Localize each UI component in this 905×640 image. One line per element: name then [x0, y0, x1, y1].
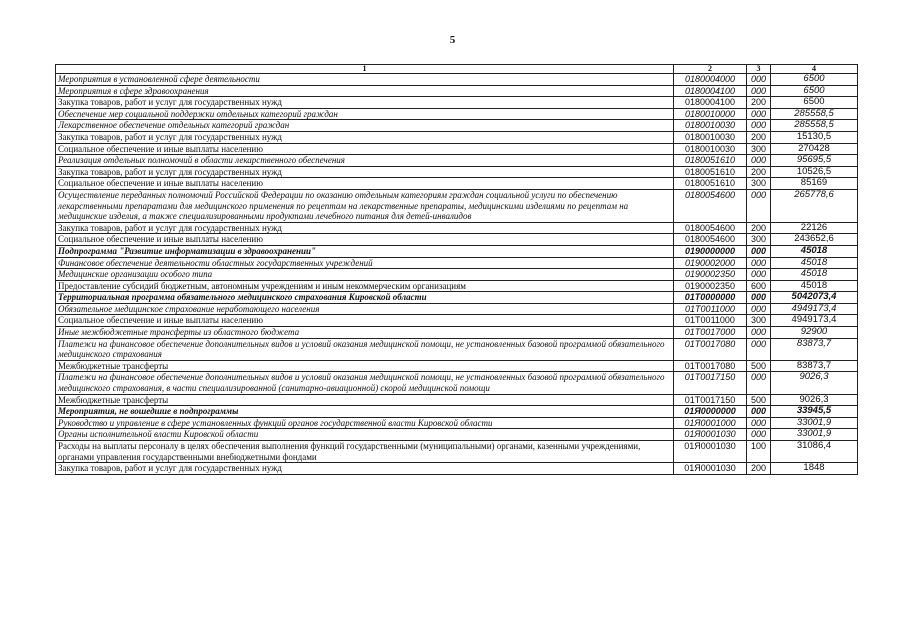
cell-sum: 243652,6 — [771, 234, 858, 246]
cell-name: Социальное обеспечение и иные выплаты населению — [56, 234, 674, 246]
table-row — [56, 327, 858, 339]
cell-sum: 4949173,4 — [771, 315, 858, 327]
table-row — [56, 280, 858, 292]
cell-name: Закупка товаров, работ и услуг для государственных нужд — [56, 131, 674, 143]
cell-code: 01Т0017080 — [674, 338, 747, 360]
cell-sum: 265778,6 — [771, 189, 858, 222]
cell-code: 0180010030 — [674, 143, 747, 155]
header-name: 1 — [56, 65, 674, 74]
cell-type: 000 — [747, 372, 771, 394]
cell-type: 000 — [747, 108, 771, 120]
cell-name: Финансовое обеспечение деятельности областных государственных учреждений — [56, 257, 674, 269]
cell-name: Обязательное медицинское страхование неработающего населения — [56, 303, 674, 315]
table-row — [56, 292, 858, 304]
cell-sum: 31086,4 — [771, 441, 858, 463]
cell-name: Органы исполнительной власти Кировской области — [56, 429, 674, 441]
table-row — [56, 429, 858, 441]
cell-code: 01Я0001030 — [674, 441, 747, 463]
cell-sum: 45018 — [771, 280, 858, 292]
cell-code: 01Т0017000 — [674, 327, 747, 339]
cell-code: 0180054600 — [674, 189, 747, 222]
table-row — [56, 97, 858, 109]
table-row — [56, 463, 858, 475]
cell-sum: 9026,3 — [771, 372, 858, 394]
cell-sum: 270428 — [771, 143, 858, 155]
cell-code: 0180010030 — [674, 120, 747, 132]
cell-type: 600 — [747, 280, 771, 292]
cell-type: 000 — [747, 292, 771, 304]
table-row — [56, 234, 858, 246]
cell-name: Обеспечение мер социальной поддержки отдельных категорий граждан — [56, 108, 674, 120]
cell-type: 200 — [747, 222, 771, 234]
header-type: 3 — [747, 65, 771, 74]
cell-type: 000 — [747, 303, 771, 315]
cell-sum: 85169 — [771, 178, 858, 190]
table-row — [56, 338, 858, 360]
cell-sum: 285558,5 — [771, 120, 858, 132]
cell-code: 0190002000 — [674, 257, 747, 269]
cell-name: Предоставление субсидий бюджетным, автономным учреждениям и иным некоммерческим организациям — [56, 280, 674, 292]
cell-code: 0190002350 — [674, 280, 747, 292]
cell-code: 0180051610 — [674, 155, 747, 167]
cell-type: 000 — [747, 155, 771, 167]
cell-name: Социальное обеспечение и иные выплаты населению — [56, 315, 674, 327]
cell-code: 01Т0017150 — [674, 372, 747, 394]
cell-code: 01Я0001030 — [674, 429, 747, 441]
table-row — [56, 120, 858, 132]
table-row — [56, 131, 858, 143]
cell-name: Иные межбюджетные трансферты из областного бюджета — [56, 327, 674, 339]
cell-type: 000 — [747, 189, 771, 222]
cell-code: 01Я0000000 — [674, 406, 747, 418]
cell-sum: 4949173,4 — [771, 303, 858, 315]
cell-sum: 5042073,4 — [771, 292, 858, 304]
cell-name: Реализация отдельных полномочий в области лекарственного обеспечения — [56, 155, 674, 167]
cell-sum: 95695,5 — [771, 155, 858, 167]
cell-sum: 6500 — [771, 74, 858, 86]
cell-name: Мероприятия в сфере здравоохранения — [56, 85, 674, 97]
cell-type: 200 — [747, 463, 771, 475]
cell-code: 01Я0001030 — [674, 463, 747, 475]
table-row — [56, 417, 858, 429]
cell-type: 000 — [747, 338, 771, 360]
cell-code: 0180004100 — [674, 97, 747, 109]
cell-code: 0180051610 — [674, 166, 747, 178]
cell-code: 0180010030 — [674, 131, 747, 143]
table-row — [56, 441, 858, 463]
cell-sum: 10526,5 — [771, 166, 858, 178]
cell-sum: 6500 — [771, 85, 858, 97]
cell-code: 0190002350 — [674, 269, 747, 281]
cell-code: 0180004000 — [674, 74, 747, 86]
table-row — [56, 372, 858, 394]
cell-name: Платежи на финансовое обеспечение дополнительных видов и условий оказания медицинской помощи, не установленных базовой программой обязательного медицинского страхования — [56, 338, 674, 360]
cell-type: 000 — [747, 74, 771, 86]
cell-code: 0180051610 — [674, 178, 747, 190]
cell-sum: 83873,7 — [771, 360, 858, 372]
cell-code: 0180010000 — [674, 108, 747, 120]
cell-name: Мероприятия, не вошедшие в подпрограммы — [56, 406, 674, 418]
table-row — [56, 360, 858, 372]
cell-type: 000 — [747, 269, 771, 281]
cell-code: 01Я0001000 — [674, 417, 747, 429]
cell-type: 000 — [747, 120, 771, 132]
cell-sum: 45018 — [771, 257, 858, 269]
cell-name: Социальное обеспечение и иные выплаты населению — [56, 143, 674, 155]
cell-name: Территориальная программа обязательного медицинского страхования Кировской области — [56, 292, 674, 304]
table-row — [56, 222, 858, 234]
cell-name: Медицинские организации особого типа — [56, 269, 674, 281]
cell-type: 100 — [747, 441, 771, 463]
cell-name: Социальное обеспечение и иные выплаты населению — [56, 178, 674, 190]
cell-name: Закупка товаров, работ и услуг для государственных нужд — [56, 463, 674, 475]
table-row — [56, 269, 858, 281]
cell-type: 000 — [747, 85, 771, 97]
cell-name: Закупка товаров, работ и услуг для государственных нужд — [56, 166, 674, 178]
cell-sum: 83873,7 — [771, 338, 858, 360]
cell-code: 01Т0000000 — [674, 292, 747, 304]
table-row — [56, 155, 858, 167]
cell-type: 000 — [747, 406, 771, 418]
cell-sum: 45018 — [771, 269, 858, 281]
table-row — [56, 257, 858, 269]
table-row — [56, 178, 858, 190]
cell-sum: 33001,9 — [771, 417, 858, 429]
cell-type: 000 — [747, 257, 771, 269]
table-header-row — [56, 65, 858, 74]
table-row — [56, 245, 858, 257]
cell-type: 000 — [747, 417, 771, 429]
cell-sum: 22126 — [771, 222, 858, 234]
budget-table — [55, 64, 858, 475]
cell-name: Межбюджетные трансферты — [56, 360, 674, 372]
table-body — [56, 74, 858, 475]
cell-sum: 6500 — [771, 97, 858, 109]
cell-name: Закупка товаров, работ и услуг для государственных нужд — [56, 222, 674, 234]
cell-name: Расходы на выплаты персоналу в целях обеспечения выполнения функций государственными (муниципальными) органами, казенными учреждениями, органами управления государственными внебюджетными фондами — [56, 441, 674, 463]
cell-sum: 9026,3 — [771, 394, 858, 406]
cell-type: 000 — [747, 245, 771, 257]
cell-sum: 15130,5 — [771, 131, 858, 143]
cell-name: Осуществление переданных полномочий Российской Федерации по оказанию отдельным категориям граждан социальной услуги по обеспечению лекарственными препаратами для медицинского применения по рецептам на лекарственные препараты, медицинскими изделиями по рецептам на медицинские изделия, а также специализированными продуктами лечебного питания для детей-инвалидов — [56, 189, 674, 222]
cell-name: Межбюджетные трансферты — [56, 394, 674, 406]
page-number: 5 — [449, 34, 456, 46]
cell-sum: 92900 — [771, 327, 858, 339]
table-row — [56, 166, 858, 178]
table-row — [56, 189, 858, 222]
cell-type: 300 — [747, 315, 771, 327]
cell-code: 01Т0017080 — [674, 360, 747, 372]
table-row — [56, 303, 858, 315]
cell-code: 0190000000 — [674, 245, 747, 257]
header-code: 2 — [674, 65, 747, 74]
cell-type: 500 — [747, 360, 771, 372]
table-row — [56, 394, 858, 406]
cell-code: 01Т0011000 — [674, 315, 747, 327]
cell-name: Платежи на финансовое обеспечение дополнительных видов и условий оказания медицинской помощи, не установленных базовой программой обязательного медицинского страхования, в части специализированной (санитарно-авиационной) скорой медицинской помощи — [56, 372, 674, 394]
table-row — [56, 108, 858, 120]
cell-type: 500 — [747, 394, 771, 406]
cell-type: 300 — [747, 143, 771, 155]
table-row — [56, 74, 858, 86]
cell-sum: 45018 — [771, 245, 858, 257]
header-sum: 4 — [771, 65, 858, 74]
cell-type: 000 — [747, 327, 771, 339]
cell-sum: 285558,5 — [771, 108, 858, 120]
cell-sum: 33945,5 — [771, 406, 858, 418]
cell-type: 200 — [747, 166, 771, 178]
cell-name: Закупка товаров, работ и услуг для государственных нужд — [56, 97, 674, 109]
cell-sum: 1848 — [771, 463, 858, 475]
table-row — [56, 85, 858, 97]
table-row — [56, 143, 858, 155]
cell-type: 300 — [747, 178, 771, 190]
cell-name: Подпрограмма "Развитие информатизации в здравоохранении" — [56, 245, 674, 257]
cell-code: 01Т0011000 — [674, 303, 747, 315]
cell-type: 200 — [747, 97, 771, 109]
cell-name: Мероприятия в установленной сфере деятельности — [56, 74, 674, 86]
cell-sum: 33001,9 — [771, 429, 858, 441]
cell-code: 01Т0017150 — [674, 394, 747, 406]
cell-type: 000 — [747, 429, 771, 441]
table-row — [56, 406, 858, 418]
cell-name: Лекарственное обеспечение отдельных категорий граждан — [56, 120, 674, 132]
table-row — [56, 315, 858, 327]
cell-code: 0180054600 — [674, 234, 747, 246]
cell-name: Руководство и управление в сфере установленных функций органов государственной власти Кировской области — [56, 417, 674, 429]
cell-code: 0180004100 — [674, 85, 747, 97]
cell-code: 0180054600 — [674, 222, 747, 234]
cell-type: 300 — [747, 234, 771, 246]
cell-type: 200 — [747, 131, 771, 143]
